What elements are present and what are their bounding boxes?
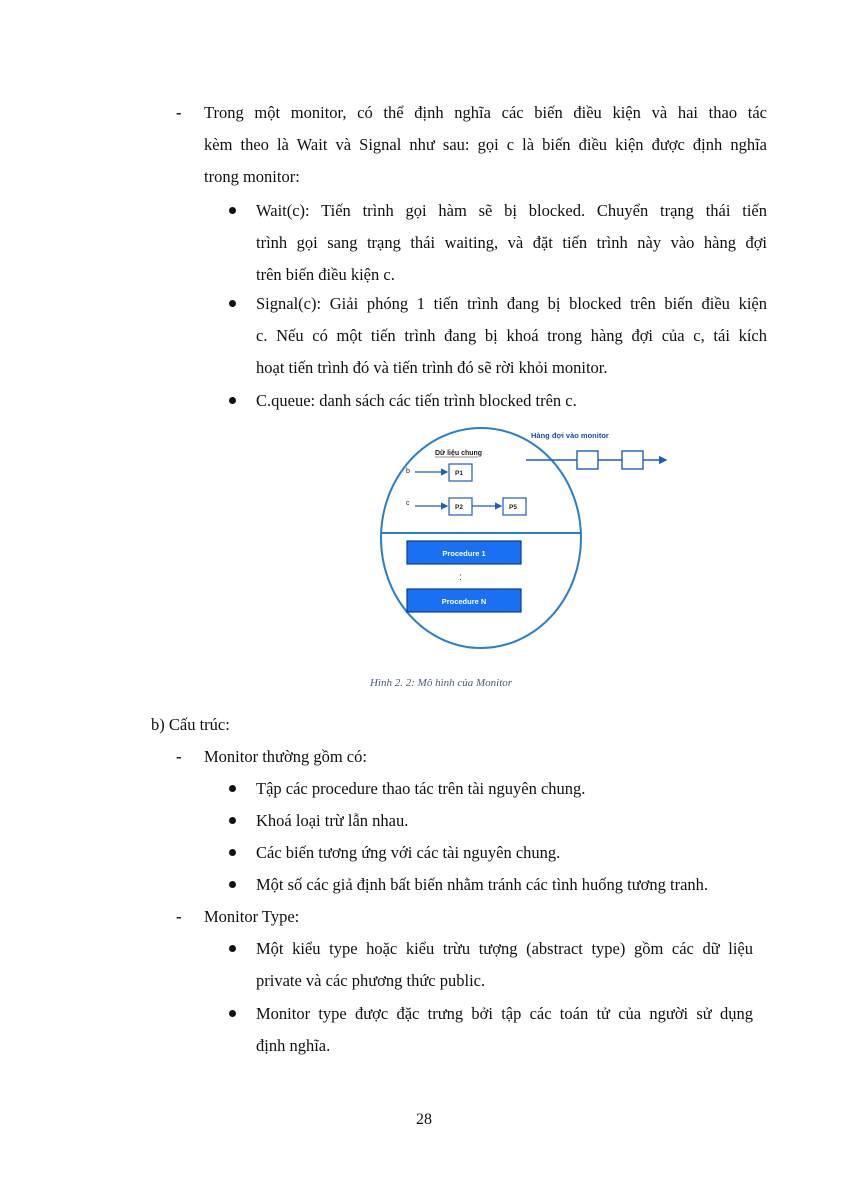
bullet-line: trên biến điều kiện c. xyxy=(256,265,395,284)
bullet-marker xyxy=(229,397,236,404)
intro-line: trong monitor: xyxy=(204,167,300,186)
list-item: Các biến tương ứng với các tài nguyên chung. xyxy=(256,843,561,862)
queue-slot xyxy=(577,451,598,469)
bullet-marker xyxy=(229,945,236,952)
monitor-diagram xyxy=(368,420,688,655)
bullet-marker xyxy=(229,849,236,856)
queue-slot xyxy=(622,451,643,469)
list-item: Monitor type được đặc trưng bởi tập các toán tử của người sử dụng xyxy=(256,1004,753,1023)
bullet-line: Signal(c): Giải phóng 1 tiến trình đang bị blocked trên biến điều kiện xyxy=(256,294,767,313)
list-item: Tập các procedure thao tác trên tài nguyên chung. xyxy=(256,779,586,798)
list-item: private và các phương thức public. xyxy=(256,971,486,990)
shared-data-label: Dữ liệu chung xyxy=(435,450,483,457)
list-item: Khoá loại trừ lẫn nhau. xyxy=(256,811,409,830)
bullet-marker xyxy=(229,785,236,792)
dash-marker: - xyxy=(176,747,182,766)
page-number: 28 xyxy=(416,1111,432,1128)
list-item: Một số các giả định bất biến nhằm tránh các tình huống tương tranh. xyxy=(256,875,709,894)
section-heading: b) Cấu trúc: xyxy=(151,715,230,734)
procedure-ellipsis: : xyxy=(459,572,462,583)
queue-label: Hàng đợi vào monitor xyxy=(531,431,609,440)
bullet-line: trình gọi sang trạng thái waiting, và đặt tiến trình này vào hàng đợi xyxy=(256,233,767,252)
bullet-marker xyxy=(229,817,236,824)
procedure-n-label: Procedure N xyxy=(441,597,487,606)
bullet-marker xyxy=(229,881,236,888)
p1-label: P1 xyxy=(455,470,463,477)
list-item: định nghĩa. xyxy=(256,1036,331,1055)
p2-label: P2 xyxy=(455,504,463,511)
intro-line: Trong một monitor, có thể định nghĩa các biến điều kiện và hai thao tác xyxy=(204,103,767,122)
bullet-line: C.queue: danh sách các tiến trình blocked trên c. xyxy=(256,391,577,410)
bullet-line: hoạt tiến trình đó và tiến trình đó sẽ rời khỏi monitor. xyxy=(256,358,608,377)
var-b-label: b xyxy=(406,468,410,475)
bullet-marker xyxy=(229,300,236,307)
bullet-marker xyxy=(229,1010,236,1017)
subsection-title: Monitor thường gồm có: xyxy=(204,747,367,766)
monitor-boundary xyxy=(381,428,581,648)
intro-line: kèm theo là Wait và Signal như sau: gọi c là biến điều kiện được định nghĩa xyxy=(204,135,767,154)
bullet-marker xyxy=(229,207,236,214)
subsection-title: Monitor Type: xyxy=(204,907,300,926)
procedure-1-label: Procedure 1 xyxy=(442,549,486,558)
bullet-line: Wait(c): Tiến trình gọi hàm sẽ bị blocked. Chuyển trạng thái tiến xyxy=(256,201,767,220)
dash-marker: - xyxy=(176,103,182,122)
p5-label: P5 xyxy=(509,504,517,511)
bullet-line: c. Nếu có một tiến trình đang bị khoá trong hàng đợi của c, tái kích xyxy=(256,326,767,345)
list-item: Một kiểu type hoặc kiểu trừu tượng (abstract type) gồm các dữ liệu xyxy=(256,939,753,958)
dash-marker: - xyxy=(176,907,182,926)
figure-caption: Hình 2. 2: Mô hình của Monitor xyxy=(370,677,513,689)
var-c-label: c xyxy=(406,500,410,507)
